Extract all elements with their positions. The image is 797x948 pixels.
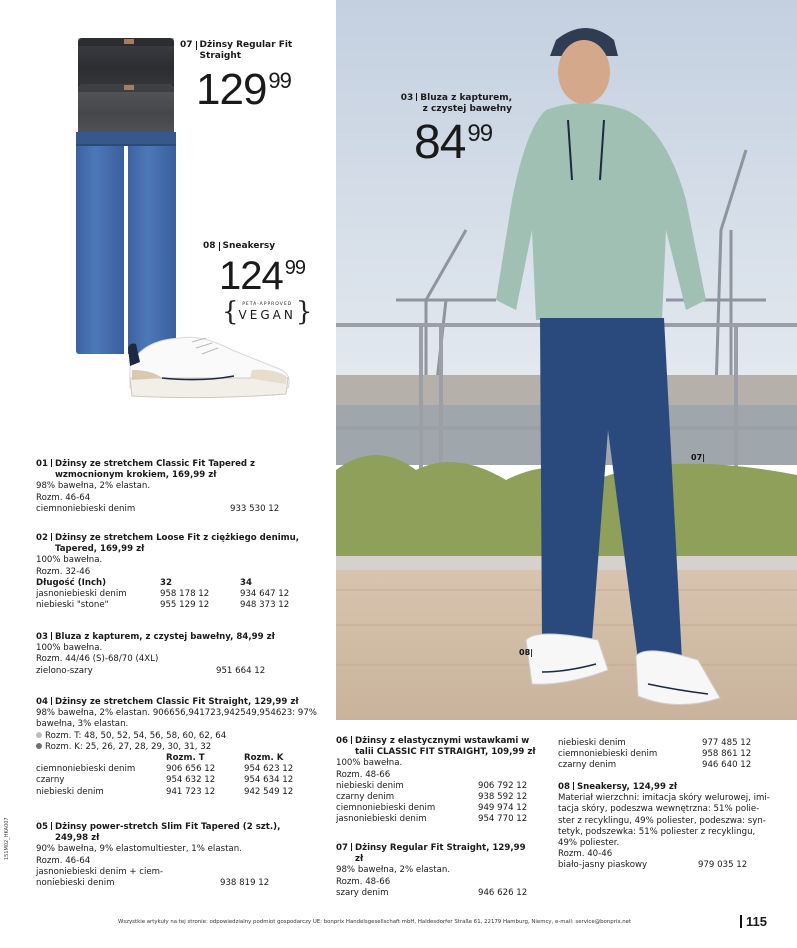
page-number: 115 [740,914,767,929]
product-sizes: Rozm. 48-66 [336,876,391,887]
product-material: Materiał wierzchni: imitacja skóry welurowej, imi- [558,793,770,804]
variant-row: ciemnoniebieski denim 958 861 12 [558,749,752,760]
price-integer: 129 [196,65,267,114]
table-header: Rozm. T Rozm. K [166,753,284,764]
product-title: Dżinsy Regular Fit Straight, 129,99 zł [354,843,526,865]
product-sizes: Rozm. 32-46 [36,566,91,577]
product-04 [36,697,316,798]
callout-number: 07 [180,40,193,50]
price [219,256,323,296]
product-material: 100% bawełna. [36,555,103,566]
price-integer: 84 [414,116,466,169]
product-number: 08 [558,782,574,793]
product-material: 100% bawełna. [336,758,403,769]
table-header: Długość (Inch) 32 34 [36,577,252,588]
product-number: 05 [36,822,52,844]
product-material: tacja skóry, podeszwa wewnętrzna: 51% polie- [558,804,760,815]
callout-name: Sneakersy [222,241,276,251]
price-tag-sneakers [203,241,323,296]
price-integer: 124 [219,254,283,298]
photo-marker-07: 07| [691,453,706,462]
table-row: czarny 954 632 12 954 634 12 [36,775,294,786]
legal-footer: Wszystkie artykuły na tej stronie: odpowiedzialny podmiot gospodarczy UE: bonprix Handelsgesellschaft mbH, Haldesdorfer Straße 61, 22179 Hamburg, Niemcy, e-mail: service@bonprix.net [118,919,632,925]
product-material: 98% bawełna, 2% elastan. [36,481,151,492]
side-catalog-code: 151M02_HKA007 [4,817,10,860]
product-number: 04 [36,697,52,708]
product-material: tetyk, podszewka: 51% poliester z recyklingu, [558,826,756,837]
product-01 [36,459,316,515]
size-line-k: Rozm. K: 25, 26, 27, 28, 29, 30, 31, 32 [36,742,316,753]
variant-row: niebieski denim 977 485 12 [558,738,752,748]
product-05 [36,822,316,889]
product-sizes: Rozm. 40-46 [558,849,613,860]
price-decimal: 99 [268,68,291,93]
price-decimal: 99 [284,257,305,279]
product-material: 49% poliester. [558,838,620,849]
product-sizes: Rozm. 44/46 (S)-68/70 (4XL) [36,654,159,665]
badge-main-text: VEGAN [238,308,296,322]
product-sizes: Rozm. 46-64 [36,855,91,866]
size-line-t: Rozm. T: 48, 50, 52, 54, 56, 58, 60, 62, 64 [36,731,316,742]
product-title: Bluza z kapturem, z czystej bawełny, 84,99 zł [54,632,275,642]
table-row: ciemnoniebieski denim 906 656 12 954 623 12 [36,764,294,775]
product-sizes: Rozm. 48-66 [336,769,391,780]
variant-row: zielono-szary 951 664 12 [36,665,266,676]
product-title: Dżinsy ze stretchem Classic Fit Tapered z wzmocnionym krokiem, 169,99 zł [54,459,256,481]
product-02 [36,533,308,611]
price [414,116,512,169]
product-number: 06 [336,736,352,758]
grey-jeans-folded [78,84,174,134]
variant-row: ciemnoniebieski denim 933 530 12 [36,503,280,514]
price-decimal: 99 [467,120,493,147]
variant-row: jasnoniebieski denim 954 770 12 [336,814,528,825]
product-material: 98% bawełna, 2% elastan. [336,865,451,876]
product-title: Dżinsy power-stretch Slim Fit Tapered (2 szt.), 249,98 zł [54,822,281,844]
product-03 [36,632,316,677]
product-title: Dżinsy ze stretchem Loose Fit z ciężkiego denimu, Tapered, 169,99 zł [54,533,300,555]
product-06 [336,736,536,826]
blue-jeans-unfolded [76,132,176,354]
product-material: ster z recyklingu, 49% poliester, podeszwa: syn- [558,815,766,826]
dark-dot-icon [36,743,42,749]
product-title: Dżinsy ze stretchem Classic Fit Straight, 129,99 zł [54,697,299,707]
variant-row: biało-jasny piaskowy 979 035 12 [558,860,748,871]
price-tag-jeans [180,40,320,112]
price-tag-hoodie [392,93,512,167]
callout-number: 08 [203,241,216,251]
product-material: 90% bawełna, 9% elastomultiester, 1% elastan. [36,844,242,855]
light-dot-icon [36,732,42,738]
variant-row: noniebieski denim 938 819 12 [36,878,270,889]
photo-marker-08: 08| [519,648,534,657]
product-title: Dżinsy z elastycznymi wstawkami w talii CLASSIC FIT STRAIGHT, 109,99 zł [354,736,536,758]
price [196,65,320,114]
badge-top-text: PETA-APPROVED [242,302,293,307]
product-number: 01 [36,459,52,481]
product-material: 100% bawełna. [36,643,103,654]
product-number: 03 [36,632,52,643]
callout-name-line1: Bluza z kapturem, [420,93,512,103]
variant-row: czarny denim 938 592 12 [336,792,528,803]
product-number: 07 [336,843,352,865]
product-07-variants [558,738,758,772]
variant-row: szary denim 946 626 12 [336,887,528,898]
product-color-line: jasnoniebieski denim + ciem- [36,866,164,877]
product-number: 02 [36,533,52,555]
product-material: 98% bawełna, 2% elastan. 906656,941723,942549,954623: 97% [36,708,317,719]
jeans-stack-photo [70,38,180,358]
product-08 [558,782,776,872]
product-07 [336,843,536,899]
black-jeans-folded [78,38,174,88]
table-row: niebieski denim 941 723 12 942 549 12 [36,786,294,797]
table-row: niebieski "stone" 955 129 12 948 373 12 [36,600,290,611]
callout-number: 03 [400,93,414,103]
variant-row: niebieski denim 906 792 12 [336,780,528,791]
product-title: Sneakersy, 124,99 zł [576,782,678,792]
variant-row: ciemnoniebieski denim 949 974 12 [336,803,528,814]
sneaker-photo [122,326,294,404]
product-material-cont: bawełna, 3% elastan. [36,719,129,730]
callout-name-line2: z czystej bawełny [422,104,512,114]
table-row: jasnoniebieski denim 958 178 12 934 647 12 [36,589,290,600]
vegan-badge: { PETA-APPROVED VEGAN } [222,297,313,327]
callout-name: Dżinsy Regular Fit Straight [199,40,293,61]
variant-row: czarny denim 946 640 12 [558,760,752,771]
product-sizes: Rozm. 46-64 [36,492,91,503]
